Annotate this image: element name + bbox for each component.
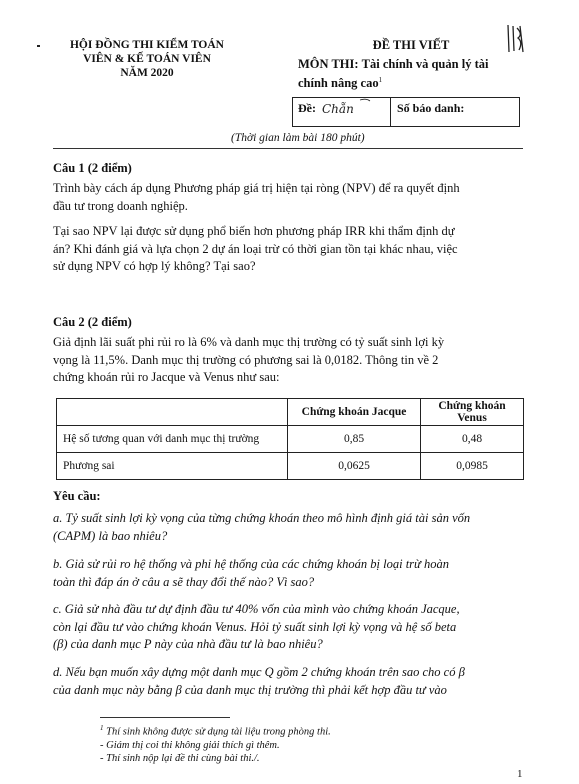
req-b-line1: b. Giả sử rủi ro hệ thống và phi hệ thống của các chứng khoán bị loại trừ hoàn (53, 557, 449, 571)
question-1-title: Câu 1 (2 điểm) (53, 161, 132, 175)
requirement-b (53, 556, 523, 591)
table-cell: 0,85 (288, 426, 421, 453)
candidate-id-label: Số báo danh: (397, 101, 465, 115)
exam-code-label: Đề: (298, 101, 316, 115)
footnote-3: - Thí sinh nộp lại đề thi cùng bài thi./. (100, 752, 260, 764)
req-d-line2: của danh mục này bằng β của danh mục thị trường thì phải kết hợp đầu tư vào (53, 682, 447, 697)
table-row (57, 426, 524, 453)
requirement-c (53, 601, 523, 654)
org-line-1: HỘI ĐỒNG THI KIỂM TOÁN (69, 39, 224, 51)
q1-p2-line1: Tại sao NPV lại được sử dụng phổ biến hơn phương pháp IRR khi thẩm định dự (53, 224, 455, 238)
subject-footnote-ref: 1 (378, 76, 383, 84)
subject-name-line2: chính nâng cao (298, 76, 379, 91)
footnote-1-text: Thí sinh không được sử dụng tài liệu trong phòng thi. (106, 726, 331, 738)
table-header-row (57, 399, 524, 426)
time-note: (Thời gian làm bài 180 phút) (231, 132, 365, 144)
q2-intro-line2: vọng là 11,5%. Danh mục thị trường có phương sai là 0,0182. Thông tin về 2 (53, 352, 439, 367)
table-cell: 0,0985 (421, 453, 524, 480)
req-c-line3: (β) của danh mục P này của nhà đầu tư là bao nhiêu? (53, 637, 323, 651)
exam-code-handwritten-text: Chẵn (322, 102, 354, 116)
footnote-2: - Giám thị coi thi không giải thích gì thêm. (100, 739, 280, 751)
table-cell: 0,48 (421, 426, 524, 453)
handwritten-signature-mark (505, 22, 527, 56)
req-c-line1: c. Giả sử nhà đầu tư dự định đầu tư 40% vốn của mình vào chứng khoán Jacque, (53, 602, 460, 616)
requirement-d (53, 664, 523, 699)
q2-intro-line3: chứng khoán rủi ro Jacque và Venus như sau: (53, 370, 280, 384)
table-header-cell (57, 399, 288, 426)
footnote-1-ref: 1 (100, 724, 104, 732)
q1-p1-line2: đầu tư trong doanh nghiệp. (53, 198, 188, 213)
question-2-title: Câu 2 (2 điểm) (53, 315, 132, 329)
subject-name-line1: Tài chính và quản lý tài (361, 57, 489, 71)
req-a-line2: (CAPM) là bao nhiêu? (53, 528, 168, 543)
table-header-cell: Chứng khoán Venus (421, 399, 524, 426)
footnote-rule (100, 717, 230, 718)
header-rule (53, 148, 523, 149)
securities-table (56, 398, 524, 480)
req-d-line1: d. Nếu bạn muốn xây dựng một danh mục Q gồm 2 chứng khoán trên sao cho có β (53, 665, 465, 679)
question-1-paragraph-2 (53, 223, 523, 276)
code-box-divider (390, 98, 391, 126)
req-b-line2: toàn thì đáp án ở câu a sẽ thay đổi thế nào? Vì sao? (53, 574, 315, 589)
q1-p2-line2: án? Khi đánh giá và lựa chọn 2 dự án loại trừ có thời gian tồn tại khác nhau, việc (53, 241, 458, 256)
req-a-line1: a. Tỷ suất sinh lợi kỳ vọng của từng chứng khoán theo mô hình định giá tài sản vốn (53, 511, 471, 525)
requirement-a (53, 510, 523, 545)
org-line-2: VIÊN & KẾ TOÁN VIÊN (83, 53, 211, 65)
q1-p2-line3: sử dụng NPV có hợp lý không? Tại sao? (53, 259, 256, 273)
org-line-3: NĂM 2020 (120, 67, 174, 79)
subject-block (298, 56, 528, 91)
organization-header (52, 38, 242, 80)
exam-code-handwritten (320, 97, 380, 119)
q2-intro-line1: Giả định lãi suất phi rủi ro là 6% và danh mục thị trường có tỷ suất sinh lợi kỳ (53, 335, 445, 349)
table-header-cell: Chứng khoán Jacque (288, 399, 421, 426)
question-2-intro (53, 334, 523, 387)
footnote-1 (100, 722, 520, 739)
requirements-title: Yêu cầu: (53, 489, 101, 503)
footnotes (100, 722, 520, 765)
table-cell: 0,0625 (288, 453, 421, 480)
stray-mark (37, 45, 40, 47)
table-cell: Phương sai (57, 453, 288, 480)
page-number: 1 (517, 768, 523, 780)
req-c-line2: còn lại đầu tư vào chứng khoán Venus. Hỏi tỷ suất sinh lợi kỳ vọng và hệ số beta (53, 619, 457, 634)
q1-p1-line1: Trình bày cách áp dụng Phương pháp giá trị hiện tại ròng (NPV) để ra quyết định (53, 181, 460, 195)
subject-label: MÔN THI: (298, 57, 359, 71)
question-1-paragraph-1 (53, 180, 523, 215)
table-row (57, 453, 524, 480)
table-cell: Hệ số tương quan với danh mục thị trường (57, 426, 288, 453)
exam-title: ĐỀ THI VIẾT (372, 38, 450, 52)
